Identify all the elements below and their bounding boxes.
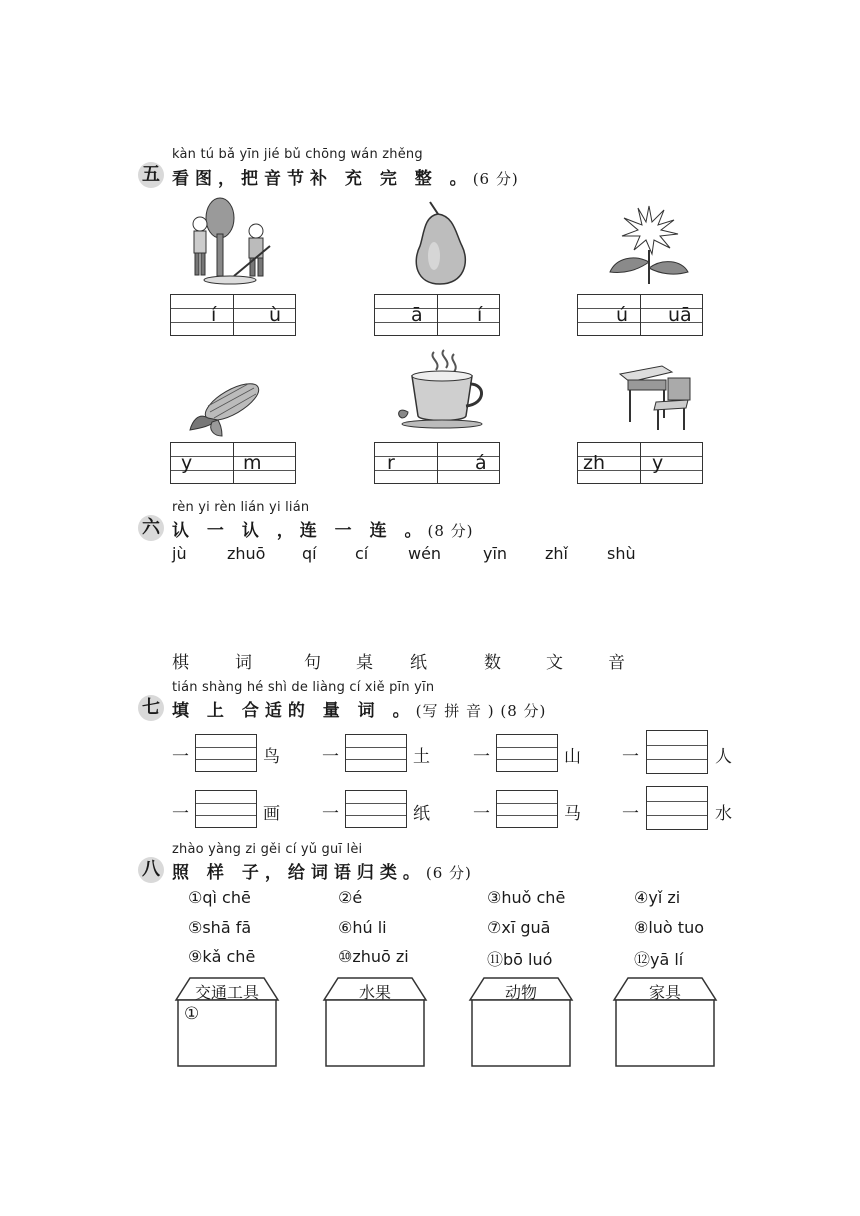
syllable-grid-1[interactable] <box>170 294 296 336</box>
hanzi-item[interactable]: 词 <box>235 653 252 673</box>
grid-3-right: uā <box>668 304 692 326</box>
mw-prefix: 一 <box>322 747 339 767</box>
pinyin-item[interactable]: zhuō <box>227 544 266 563</box>
pinyin-item[interactable]: zhǐ <box>545 544 568 563</box>
sec6-score: (8 分) <box>427 522 474 540</box>
grid-1-left: í <box>211 304 217 326</box>
word-item[interactable]: ③huǒ chē <box>487 888 566 907</box>
word-item[interactable]: ⑩zhuō zi <box>338 947 409 966</box>
word-item[interactable]: ①qì chē <box>188 888 251 907</box>
pinyin-row <box>0 544 860 568</box>
hanzi-item[interactable]: 桌 <box>356 653 373 673</box>
sec8-title-text: 照 样 子，给词语归类。 <box>172 863 426 883</box>
word-item[interactable]: ⑤shā fā <box>188 918 252 937</box>
hanzi-item[interactable]: 文 <box>546 653 563 673</box>
section-number-5: 五 <box>138 162 164 188</box>
mw-prefix: 一 <box>172 747 189 767</box>
hanzi-item[interactable]: 音 <box>608 653 625 673</box>
sec5-title <box>172 164 519 189</box>
category-label: 家具 <box>648 983 681 1002</box>
sec7-title-pinyin: tián shàng hé shì de liàng cí xiě pīn yīn <box>172 680 435 695</box>
word-item[interactable]: ⑨kǎ chē <box>188 947 256 966</box>
word-item[interactable]: ⑦xī guā <box>487 918 551 937</box>
sec6-title-text: 认 一 认 ，连 一 连 。 <box>172 521 428 541</box>
mw-noun: 画 <box>263 804 280 824</box>
grid-4-right: m <box>243 452 262 474</box>
syllable-grid-5[interactable] <box>374 442 500 484</box>
mw-noun: 人 <box>715 747 732 767</box>
hanzi-row <box>0 648 860 672</box>
hanzi-item[interactable]: 句 <box>304 653 321 673</box>
sec8-title <box>172 858 472 883</box>
pinyin-item[interactable]: yīn <box>483 544 508 563</box>
syllable-grid-4[interactable] <box>170 442 296 484</box>
mw-noun: 水 <box>715 804 732 824</box>
mw-prefix: 一 <box>622 804 639 824</box>
measure-word-box[interactable] <box>345 790 407 828</box>
sec5-title-text: 看图，把音节补 充 完 整 。 <box>172 169 473 189</box>
mw-noun: 纸 <box>413 804 430 824</box>
children-planting-tree-icon <box>182 196 282 286</box>
category-label: 水果 <box>358 983 391 1002</box>
grid-5-right: á <box>475 452 487 474</box>
measure-word-box[interactable] <box>345 734 407 772</box>
word-item[interactable]: ⑥hú li <box>338 918 387 937</box>
grid-3-left: ú <box>616 304 629 326</box>
desk-and-chair-icon <box>616 360 696 434</box>
pear-icon <box>406 200 476 288</box>
measure-word-box[interactable] <box>195 790 257 828</box>
mw-noun: 土 <box>413 747 430 767</box>
grid-4-left: y <box>181 452 193 474</box>
mw-prefix: 一 <box>473 747 490 767</box>
word-item[interactable]: ⑫yā lí <box>634 950 684 969</box>
sec7-title <box>172 696 546 721</box>
sec7-title-text: 填 上 合适的 量 词 。 <box>172 701 416 721</box>
sec5-score: (6 分) <box>472 170 519 188</box>
pinyin-item[interactable]: qí <box>302 544 317 563</box>
mw-noun: 鸟 <box>263 747 280 767</box>
grid-5-left: r <box>387 452 395 474</box>
measure-word-box[interactable] <box>496 734 558 772</box>
syllable-grid-2[interactable] <box>374 294 500 336</box>
grid-6-left: zh <box>583 452 606 474</box>
corn-icon <box>188 372 268 438</box>
pinyin-item[interactable]: shù <box>607 544 636 563</box>
section-number-7: 七 <box>138 695 164 721</box>
hanzi-item[interactable]: 棋 <box>172 653 189 673</box>
measure-word-box[interactable] <box>646 786 708 830</box>
grid-2-left: ā <box>411 304 423 326</box>
mw-noun: 山 <box>564 747 581 767</box>
mw-prefix: 一 <box>473 804 490 824</box>
chrysanthemum-icon <box>604 200 694 286</box>
pinyin-item[interactable]: cí <box>355 544 369 563</box>
category-example: ① <box>184 1004 200 1024</box>
hanzi-item[interactable]: 数 <box>484 653 501 673</box>
category-label: 动物 <box>504 983 537 1002</box>
syllable-grid-3[interactable] <box>577 294 703 336</box>
sec8-score: (6 分) <box>425 864 472 882</box>
sec5-title-pinyin: kàn tú bǎ yīn jié bǔ chōng wán zhěng <box>172 147 423 162</box>
word-item[interactable]: ⑪bō luó <box>487 950 553 969</box>
pinyin-item[interactable]: jù <box>172 544 187 563</box>
section-number-6: 六 <box>138 515 164 541</box>
sec7-score: (写 拼 音 ) (8 分) <box>415 702 547 720</box>
measure-word-box[interactable] <box>195 734 257 772</box>
syllable-grid-6[interactable] <box>577 442 703 484</box>
teacup-icon <box>392 348 488 434</box>
sec6-title-pinyin: rèn yi rèn lián yi lián <box>172 500 310 515</box>
pinyin-item[interactable]: wén <box>408 544 442 563</box>
grid-6-right: y <box>652 452 664 474</box>
mw-prefix: 一 <box>322 804 339 824</box>
word-item[interactable]: ⑧luò tuo <box>634 918 705 937</box>
measure-word-box[interactable] <box>496 790 558 828</box>
hanzi-item[interactable]: 纸 <box>410 653 427 673</box>
measure-word-box[interactable] <box>646 730 708 774</box>
word-item[interactable]: ④yǐ zi <box>634 888 681 907</box>
section-number-8: 八 <box>138 857 164 883</box>
mw-prefix: 一 <box>172 804 189 824</box>
word-item[interactable]: ②é <box>338 888 363 907</box>
mw-prefix: 一 <box>622 747 639 767</box>
category-label: 交通工具 <box>194 983 259 1002</box>
sec8-title-pinyin: zhào yàng zi gěi cí yǔ guī lèi <box>172 842 363 857</box>
grid-2-right: í <box>477 304 483 326</box>
sec6-title <box>172 516 474 541</box>
grid-1-right: ù <box>269 304 282 326</box>
mw-noun: 马 <box>564 804 581 824</box>
